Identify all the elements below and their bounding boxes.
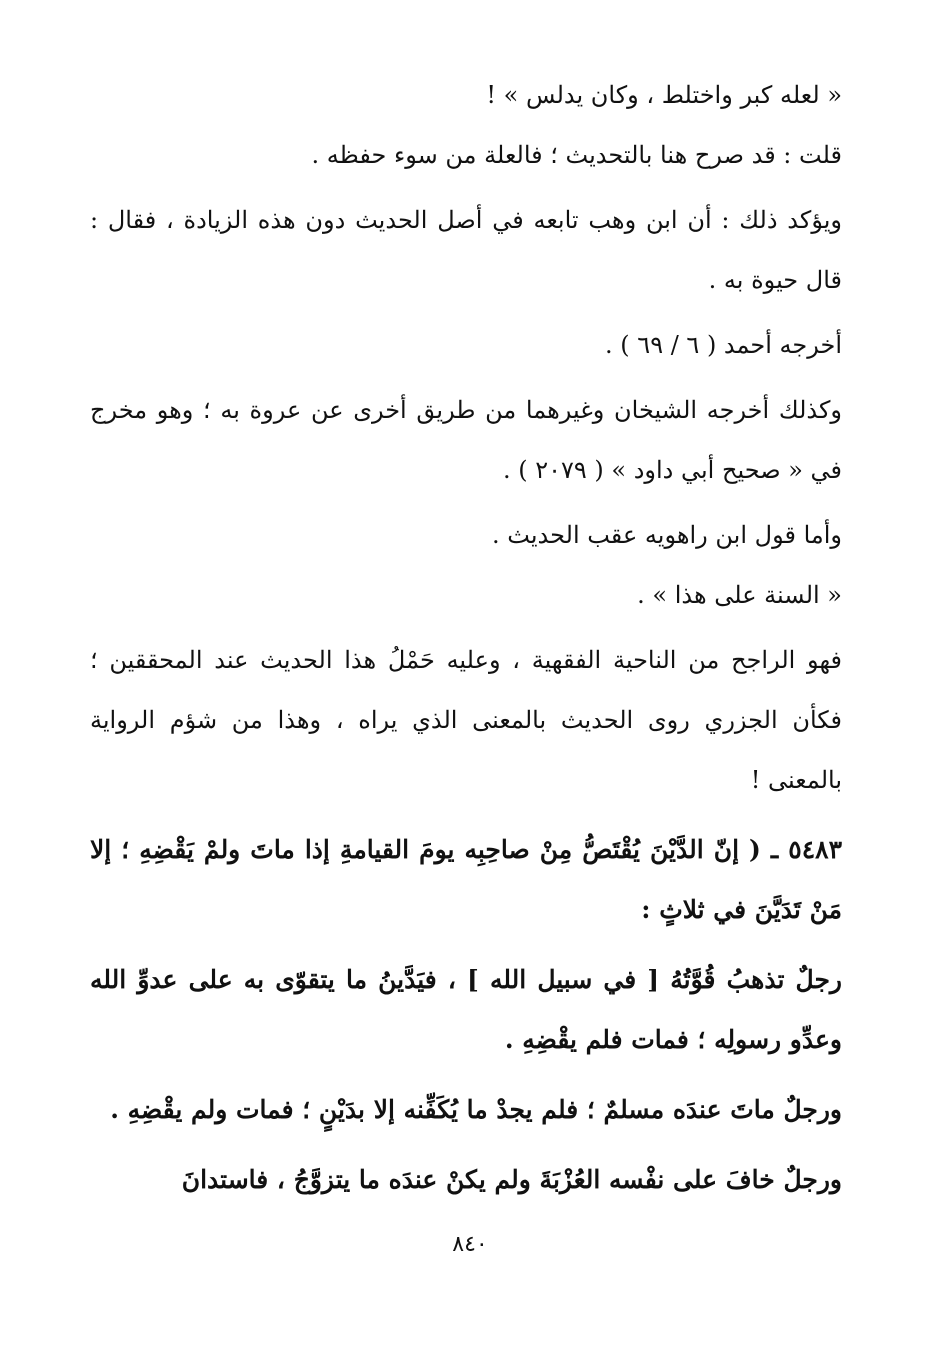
hadith-text: رجلٌ تذهبُ قُوَّتُهُ [ في سبيل الله ] ، فيَدَّينُ ما يتقوّى به على عدوِّ الله وعدِّو رسولِه ؛ فمات فلم يقْضِهِ . bbox=[90, 965, 842, 1054]
text-paragraph: ويؤكد ذلك : أن ابن وهب تابعه في أصل الحديث دون هذه الزيادة ، فقال : قال حيوة به . bbox=[90, 206, 842, 294]
text-paragraph: قلت : قد صرح هنا بالتحديث ؛ فالعلة من سوء حفظه . bbox=[311, 141, 842, 169]
hadith-text: ورجلٌ ماتَ عندَه مسلمٌ ؛ فلم يجدْ ما يُكَفِّنه إلا بدَيْنٍ ؛ فمات ولم يقْضِهِ . bbox=[110, 1095, 842, 1124]
hadith-heading: ٥٤٨٣ ـ ( إنّ الدَّيْنَ يُقْتَصُّ مِنْ صاحِبِه يومَ القيامةِ إذا ماتَ ولمْ يَقْضِهِ ؛ إلا مَنْ تَدَيَّنَ في ثلاثٍ : bbox=[90, 835, 842, 924]
page-number: ٨٤٠ bbox=[452, 1232, 488, 1257]
text-paragraph: وأما قول ابن راهويه عقب الحديث . bbox=[492, 521, 842, 549]
page-body bbox=[90, 70, 842, 1220]
quote-paragraph: « السنة على هذا » . bbox=[637, 581, 842, 609]
quote-paragraph: « لعله كبر واختلط ، وكان يدلس » ! bbox=[486, 81, 842, 109]
hadith-text: ورجلٌ خافَ على نفْسه العُزْبَةَ ولم يكنْ عندَه ما يتزوَّجُ ، فاستدانَ bbox=[181, 1165, 842, 1194]
text-paragraph: وكذلك أخرجه الشيخان وغيرهما من طريق أخرى عن عروة به ؛ وهو مخرج في « صحيح أبي داود » ( ٢٠٧٩ ) . bbox=[90, 396, 842, 484]
text-paragraph: فهو الراجح من الناحية الفقهية ، وعليه حَمْلُ هذا الحديث عند المحققين ؛ فكأن الجزري روى الحديث بالمعنى الذي يراه ، وهذا من شؤم الرواية بالمعنى ! bbox=[90, 646, 842, 794]
citation-paragraph: أخرجه أحمد ( ٦ / ٦٩ ) . bbox=[605, 331, 842, 359]
